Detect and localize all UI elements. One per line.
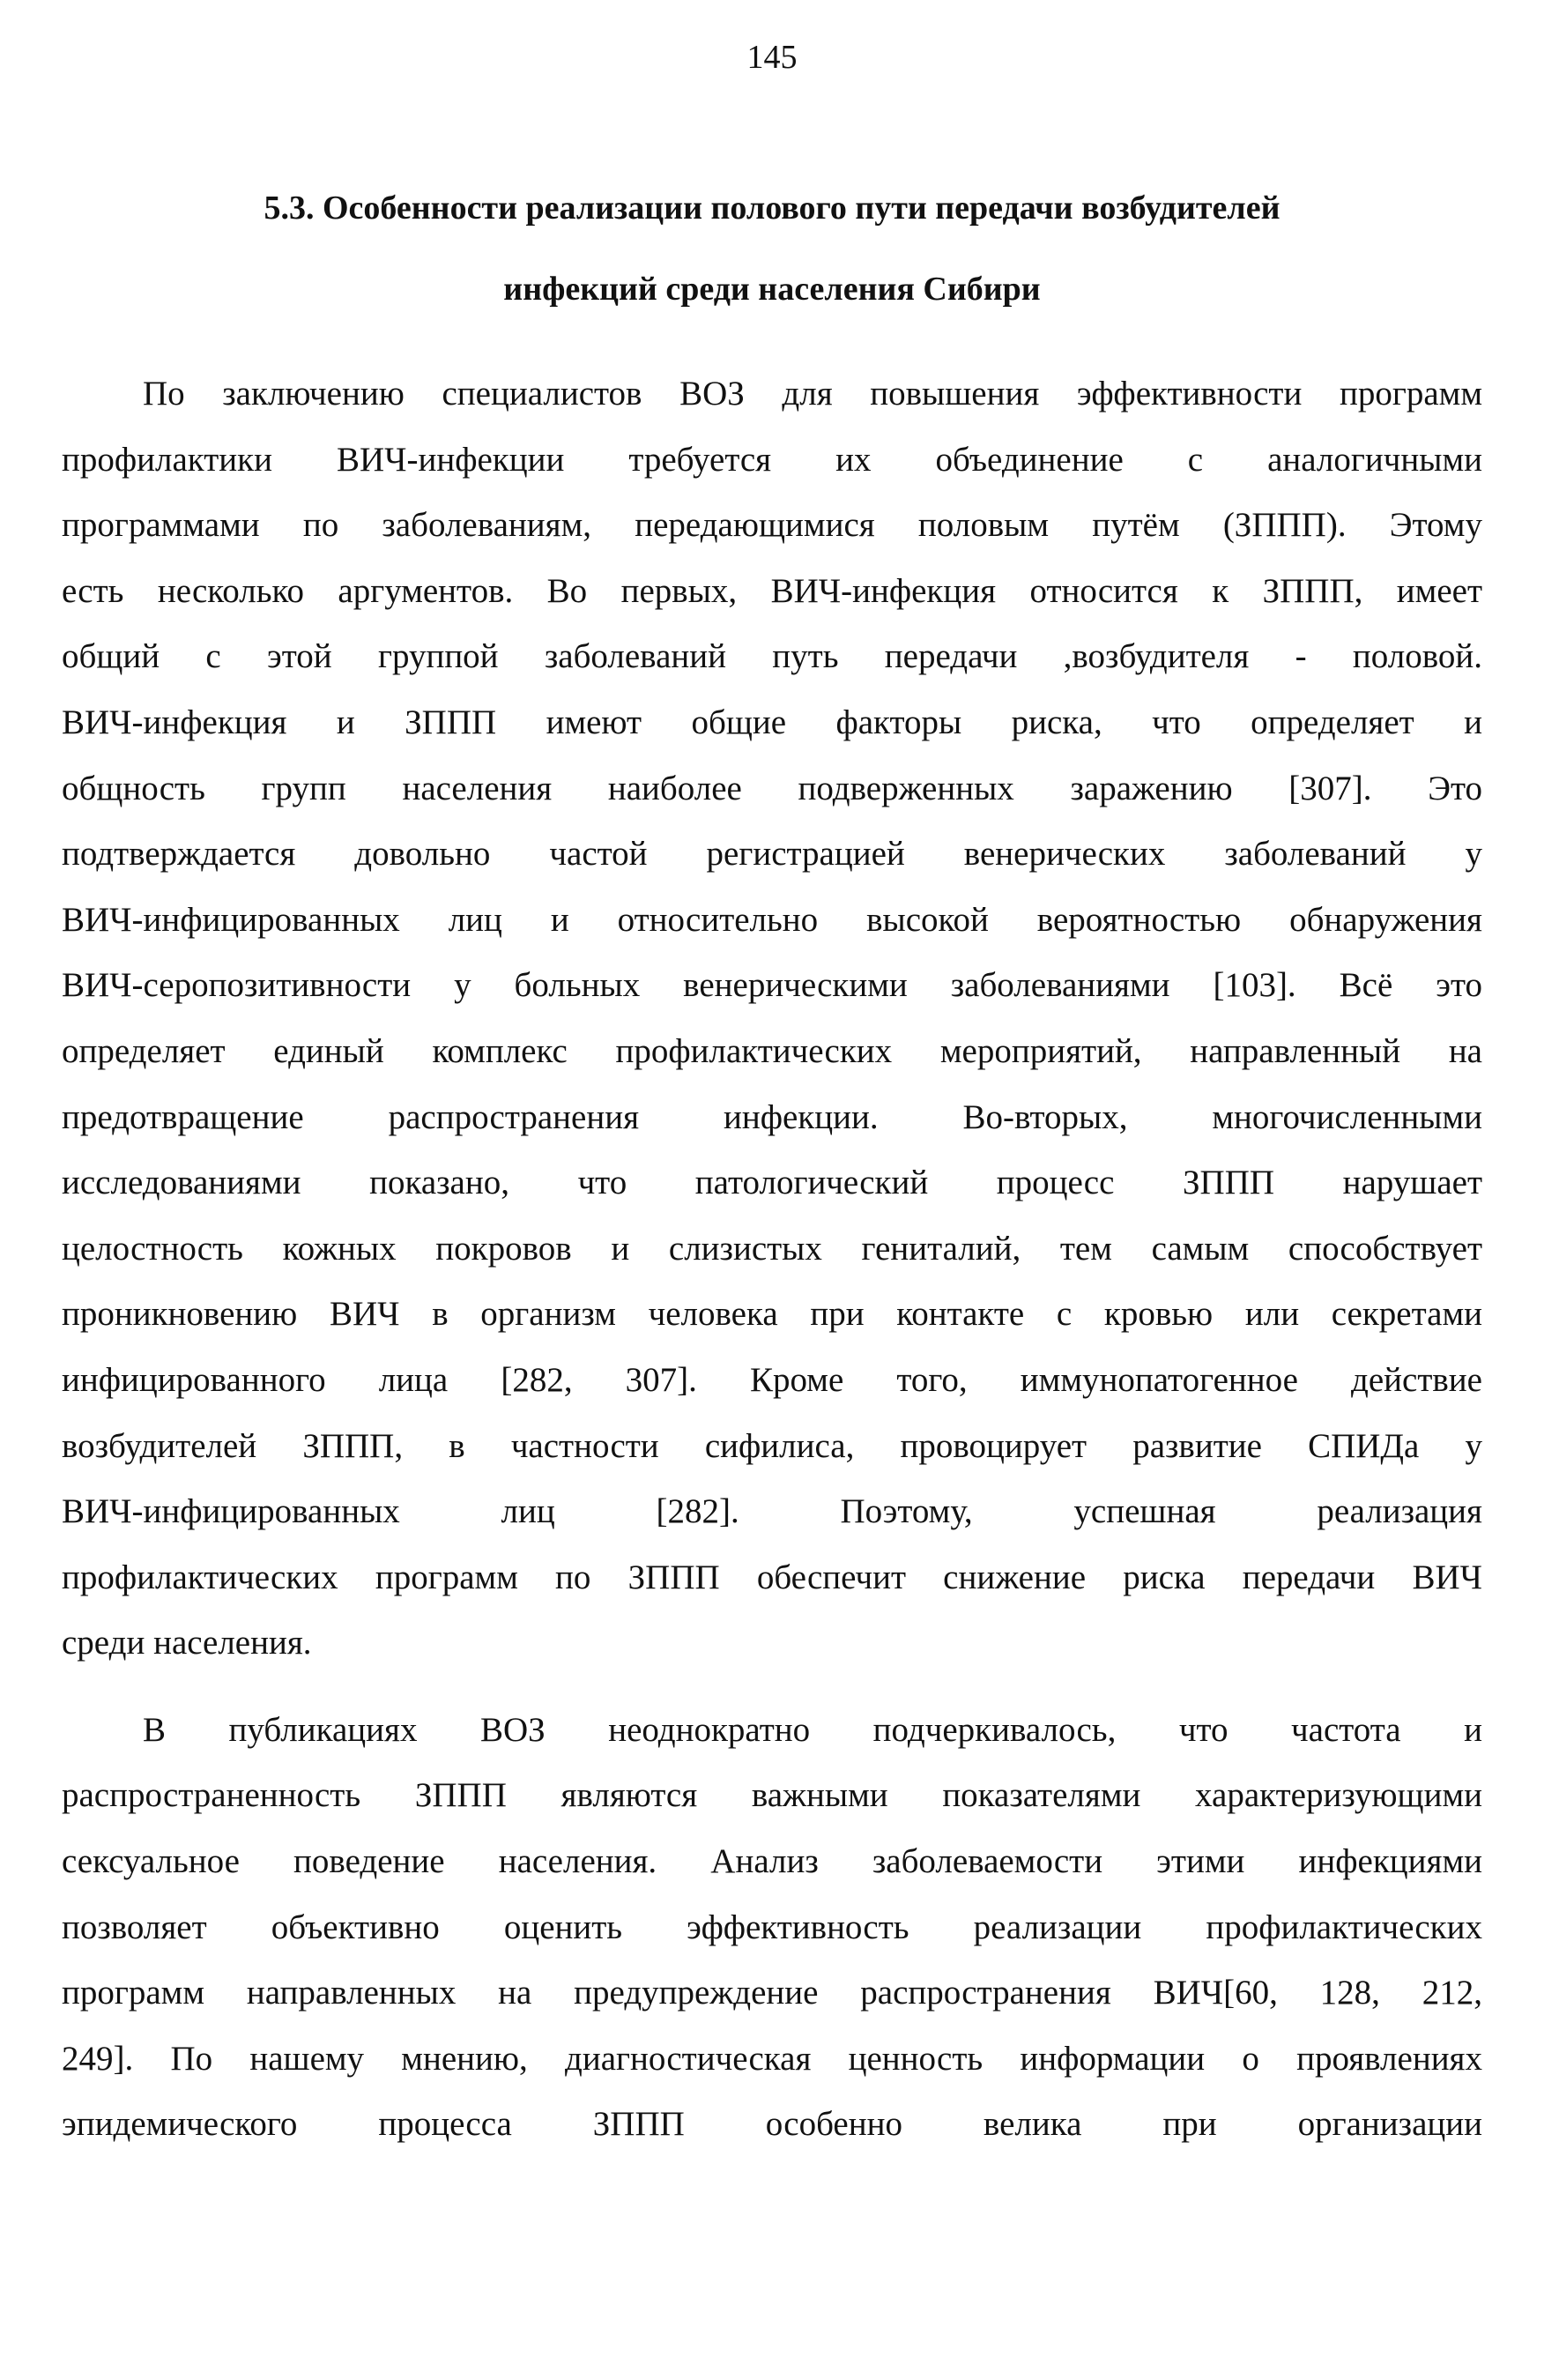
text-line: распространенность ЗППП являются важными показателями характеризующими [62,1776,1482,1815]
text-line: ВИЧ-инфекция и ЗППП имеют общие факторы риска, что определяет и [62,703,1482,741]
text-line: исследованиями показано, что патологический процесс ЗППП нарушает [62,1164,1482,1202]
paragraph-2 [62,1698,1482,2158]
text-line: 249]. По нашему мнению, диагностическая ценность информации о проявлениях [62,2039,1482,2078]
text-line: возбудителей ЗППП, в частности сифилиса, провоцирует развитие СПИДа у [62,1426,1482,1465]
text-line: целостность кожных покровов и слизистых гениталий, тем самым способствует [62,1229,1482,1268]
section-title-line-1: 5.3. Особенности реализации полового пути передачи возбудителей [264,190,1280,227]
text-line: есть несколько аргументов. Во первых, ВИЧ-инфекция относится к ЗППП, имеет [62,571,1482,610]
text-line: ВИЧ-инфицированных лиц [282]. Поэтому, успешная реализация [62,1492,1482,1531]
paragraph-spacer [62,1677,1482,1698]
text-line: ВИЧ-инфицированных лиц и относительно высокой вероятностью обнаружения [62,900,1482,939]
text-line: среди населения. [62,1624,312,1662]
text-line: профилактики ВИЧ-инфекции требуется их объединение с аналогичными [62,440,1482,479]
paragraph-1 [62,361,1482,1677]
text-line: подтверждается довольно частой регистрацией венерических заболеваний у [62,835,1482,874]
text-line: программ направленных на предупреждение распространения ВИЧ[60, 128, 212, [62,1974,1482,2012]
text-line: По заключению специалистов ВОЗ для повышения эффективности программ [143,375,1482,413]
text-line: эпидемического процесса ЗППП особенно велика при организации [62,2105,1482,2144]
section-title [106,167,1438,330]
text-line: общий с этой группой заболеваний путь передачи ,возбудителя - половой. [62,637,1482,676]
text-line: В публикациях ВОЗ неоднократно подчеркивалось, что частота и [143,1710,1482,1749]
text-line: общность групп населения наиболее подверженных заражению [307]. Это [62,769,1482,807]
section-title-line-2: инфекций среди населения Сибири [503,271,1041,308]
body-text [62,361,1482,2158]
text-line: сексуальное поведение населения. Анализ заболеваемости этими инфекциями [62,1842,1482,1881]
text-line: программами по заболеваниям, передающимися половым путём (ЗППП). Этому [62,506,1482,545]
text-line: инфицированного лица [282, 307]. Кроме того, иммунопатогенное действие [62,1360,1482,1399]
text-line: предотвращение распространения инфекции. Во-вторых, многочисленными [62,1097,1482,1136]
text-line: позволяет объективно оценить эффективность реализации профилактических [62,1908,1482,1946]
page-number: 145 [746,39,798,76]
text-line: определяет единый комплекс профилактических мероприятий, направленный на [62,1031,1482,1070]
text-line: ВИЧ-серопозитивности у больных венерическими заболеваниями [103]. Всё это [62,966,1482,1005]
text-line: профилактических программ по ЗППП обеспечит снижение риска передачи ВИЧ [62,1558,1482,1596]
text-line: проникновению ВИЧ в организм человека при контакте с кровью или секретами [62,1295,1482,1334]
